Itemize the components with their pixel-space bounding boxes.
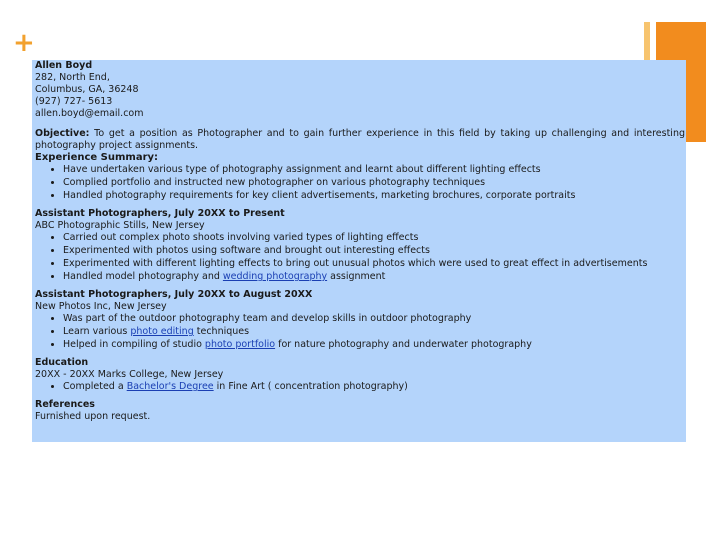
job1-title: Assistant Photographers, July 20XX to Present — [35, 208, 285, 219]
list-item: • Complied portfolio and instructed new photographer on various photography techniques — [63, 177, 685, 189]
list-item: • Carried out complex photo shoots involving varied types of lighting effects — [63, 232, 685, 244]
job1-list — [35, 232, 685, 283]
references-heading: References — [35, 399, 95, 410]
summary-list — [35, 164, 685, 202]
list-item — [63, 339, 685, 351]
list-item: • Experimented with photos using software and brought out interesting effects — [63, 245, 685, 257]
education-list — [35, 381, 685, 393]
list-item-text: Completed a — [63, 381, 127, 392]
job2-company: New Photos Inc, New Jersey — [35, 301, 167, 312]
references-text: Furnished upon request. — [35, 411, 151, 422]
contact-name: Allen Boyd — [35, 60, 93, 71]
objective-label: Objective: — [35, 128, 90, 139]
objective-text: To get a position as Photographer and to gain further experience in this field by taking up challenging and interesting photography project assignments. — [35, 128, 685, 151]
photo-portfolio-link[interactable]: photo portfolio — [204, 339, 276, 350]
list-item-text: Helped in compiling of studio — [63, 339, 205, 350]
list-item: • Experimented with different lighting effects to bring out unusual photos which were used to great effect in advertisements — [63, 258, 685, 270]
list-item: • Handled photography requirements for key client advertisements, marketing brochures, corporate portraits — [63, 190, 685, 202]
contact-phone: (927) 727- 5613 — [35, 96, 113, 107]
list-item-text: Handled model photography and — [63, 271, 223, 282]
list-item: • Have undertaken various type of photography assignment and learnt about different lighting effects — [63, 164, 685, 176]
list-item — [63, 271, 685, 283]
job2-title: Assistant Photographers, July 20XX to August 20XX — [35, 289, 313, 300]
contact-block — [35, 60, 685, 120]
plus-icon: + — [13, 28, 35, 58]
contact-city: Columbus, GA, 36248 — [35, 84, 139, 95]
summary-heading: Experience Summary: — [35, 152, 159, 163]
photo-editing-link[interactable]: photo editing — [130, 326, 194, 337]
bachelors-degree-link[interactable]: Bachelor's Degree — [126, 381, 214, 392]
list-item-text: for nature photography and underwater photography — [275, 339, 532, 350]
decorative-bar-light — [644, 22, 650, 62]
wedding-photography-link[interactable]: wedding photography — [222, 271, 328, 282]
education-heading: Education — [35, 357, 89, 368]
objective-paragraph — [35, 128, 685, 152]
contact-email: allen.boyd@email.com — [35, 108, 144, 119]
list-item — [63, 381, 685, 393]
education-line: 20XX - 20XX Marks College, New Jersey — [35, 369, 224, 380]
job1-company: ABC Photographic Stills, New Jersey — [35, 220, 205, 231]
list-item-text: Learn various — [63, 326, 131, 337]
list-item: • Was part of the outdoor photography team and develop skills in outdoor photography — [63, 313, 685, 325]
list-item-text: in Fine Art ( concentration photography) — [213, 381, 408, 392]
resume-document — [35, 60, 685, 423]
list-item-text: assignment — [327, 271, 386, 282]
list-item — [63, 326, 685, 338]
list-item-text: techniques — [193, 326, 250, 337]
contact-address: 282, North End, — [35, 72, 110, 83]
job2-list — [35, 313, 685, 351]
